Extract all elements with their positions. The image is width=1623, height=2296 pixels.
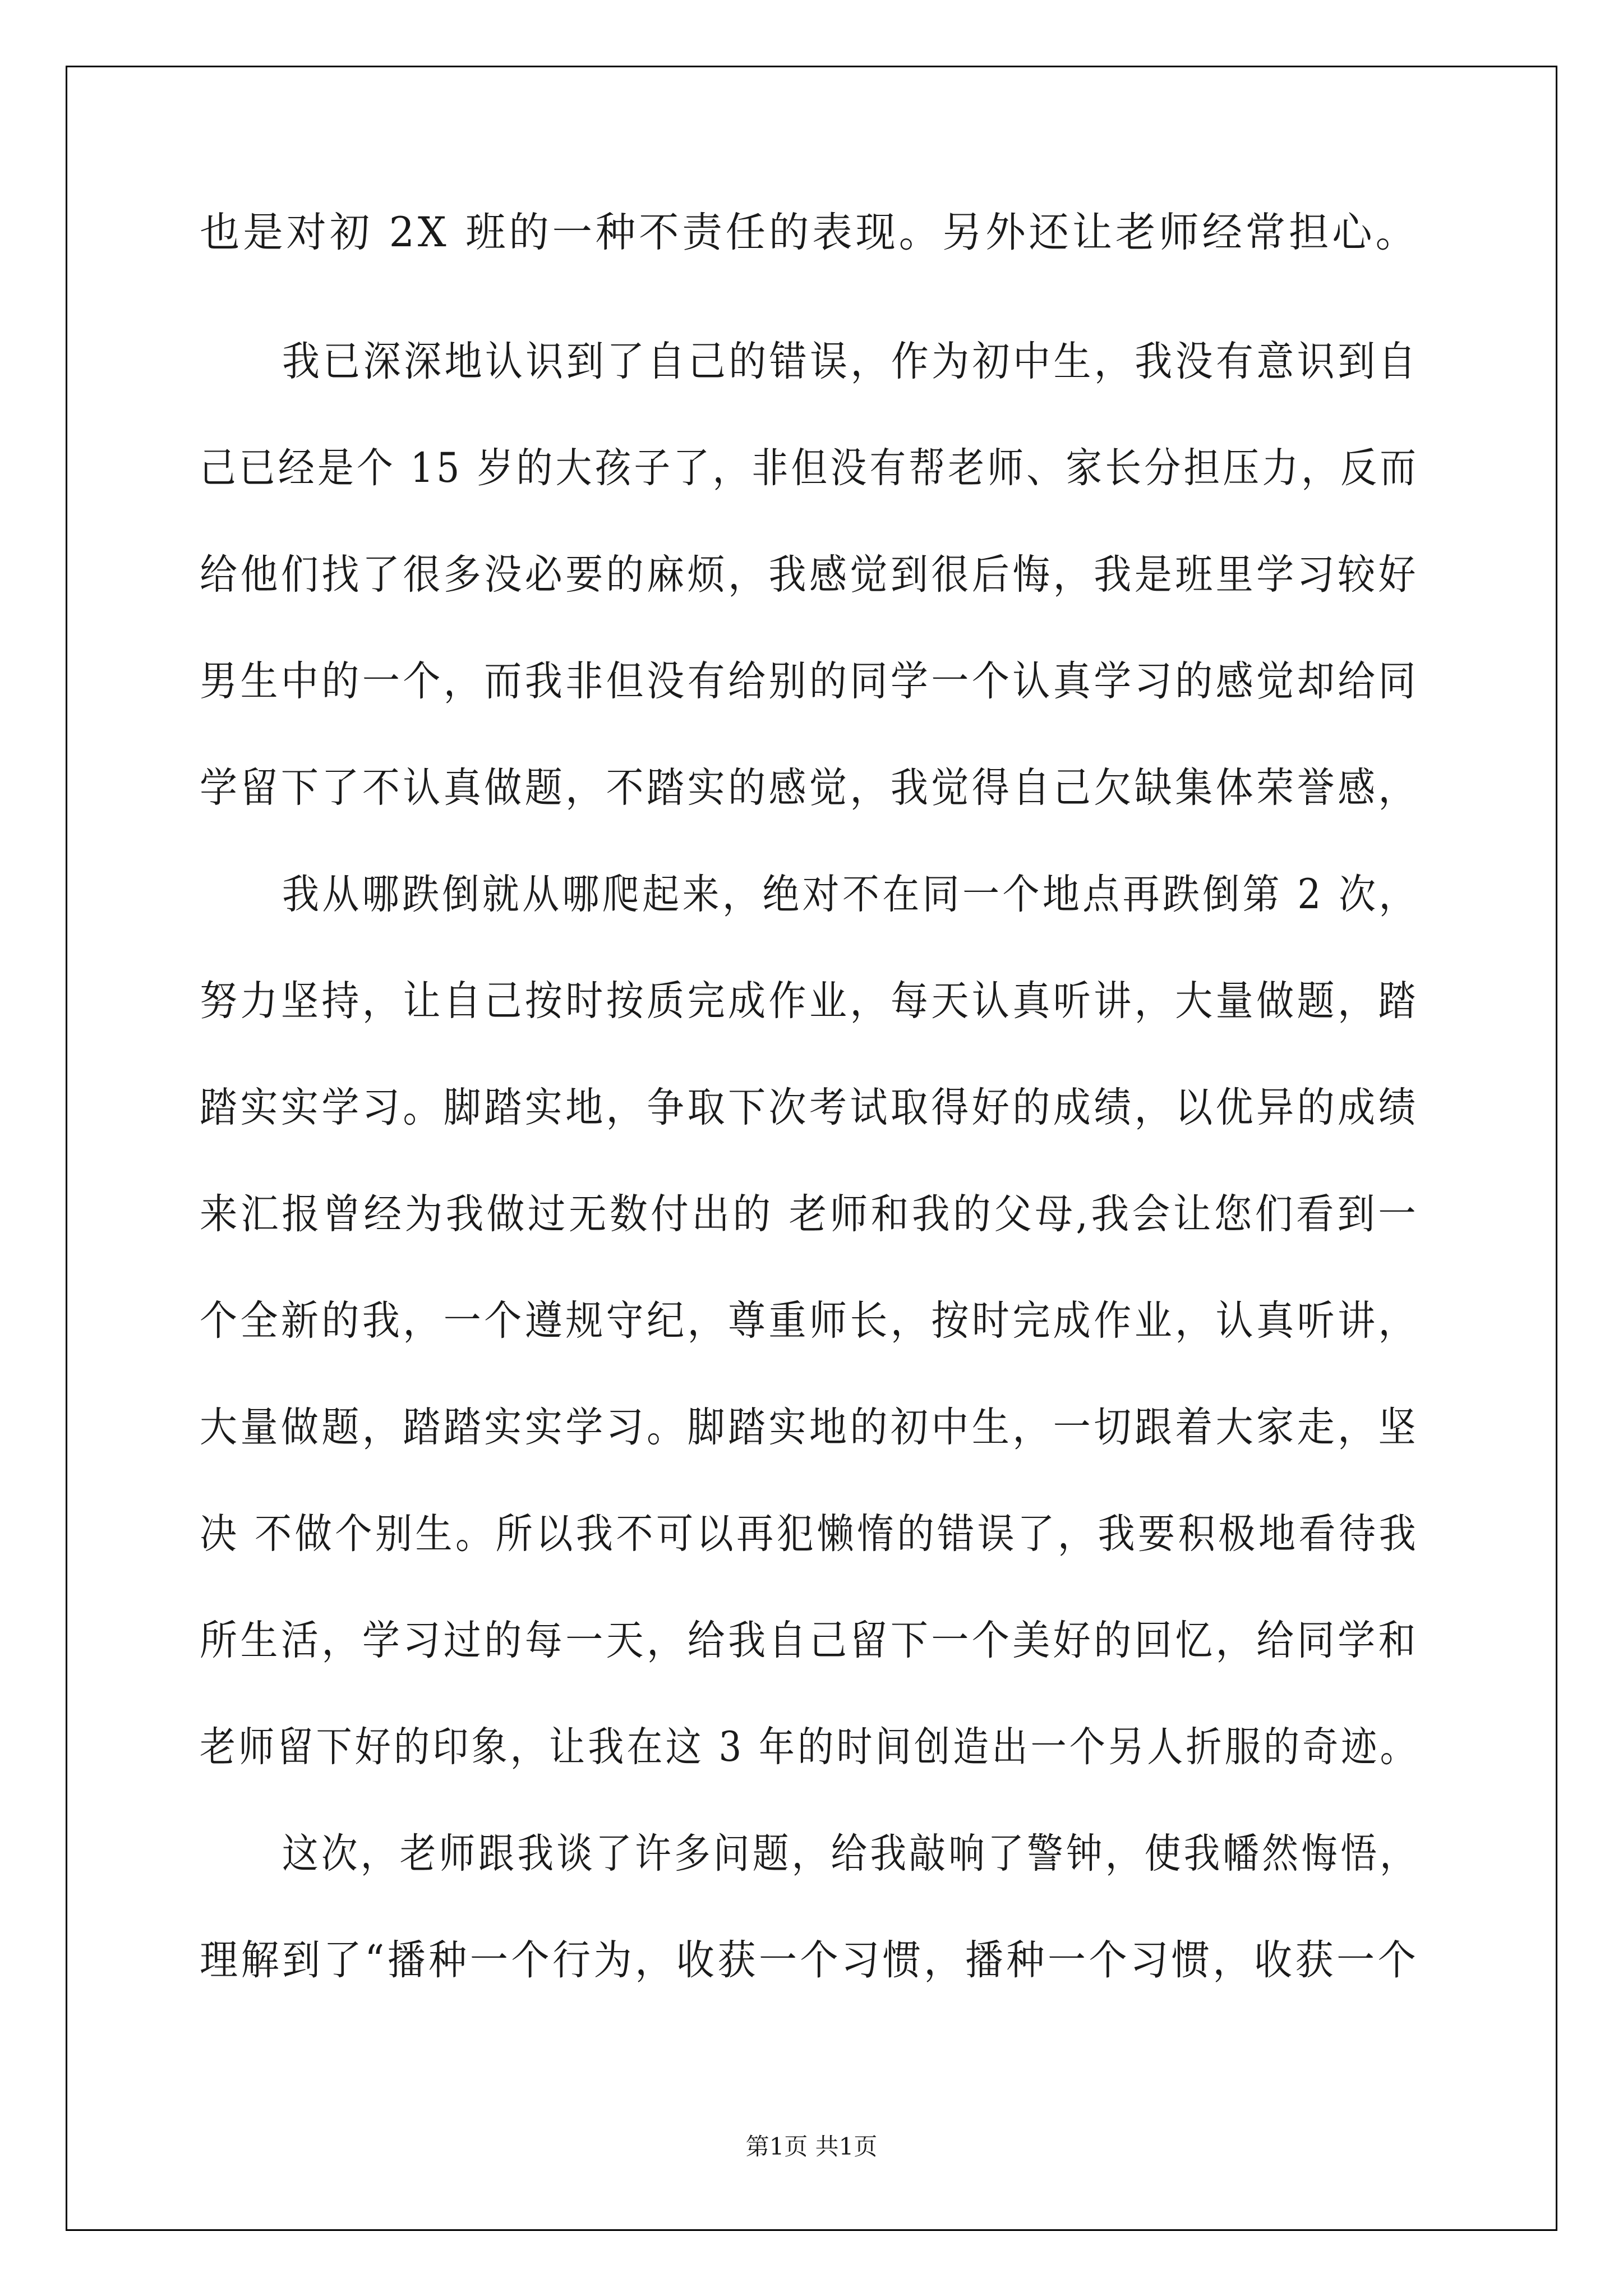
text-line: 理解到了“播种一个行为，收获一个习惯，播种一个习惯，收获一个 — [200, 1936, 1419, 1984]
text-line: 老师留下好的印象，让我在这 3 年的时间创造出一个另人折服的奇迹。 — [200, 1723, 1419, 1771]
text-line: 决 不做个别生。所以我不可以再犯懒惰的错误了，我要积极地看待我 — [200, 1510, 1419, 1558]
page-footer: 第1页 共1页 — [745, 2133, 878, 2160]
text-line: 我已深深地认识到了自己的错误，作为初中生，我没有意识到自 — [282, 338, 1419, 385]
text-line: 也是对初 2X 班的一种不责任的表现。另外还让老师经常担心。 — [200, 209, 1419, 256]
text-line: 学留下了不认真做题，不踏实的感觉，我觉得自己欠缺集体荣誉感， — [200, 764, 1419, 812]
text-line: 踏实实学习。脚踏实地，争取下次考试取得好的成绩，以优异的成绩 — [200, 1084, 1419, 1131]
text-line: 男生中的一个，而我非但没有给别的同学一个认真学习的感觉却给同 — [200, 657, 1419, 705]
text-line: 我从哪跌倒就从哪爬起来，绝对不在同一个地点再跌倒第 2 次， — [282, 871, 1419, 918]
text-line: 给他们找了很多没必要的麻烦，我感觉到很后悔，我是班里学习较好 — [200, 551, 1419, 599]
text-line: 努力坚持，让自己按时按质完成作业，每天认真听讲，大量做题，踏 — [200, 977, 1419, 1025]
text-line: 大量做题，踏踏实实学习。脚踏实地的初中生，一切跟着大家走，坚 — [200, 1404, 1419, 1451]
text-line: 来汇报曾经为我做过无数付出的 老师和我的父母,我会让您们看到一 — [200, 1190, 1419, 1238]
text-line: 这次，老师跟我谈了许多问题，给我敲响了警钟，使我幡然悔悟， — [282, 1830, 1419, 1878]
text-line: 己已经是个 15 岁的大孩子了，非但没有帮老师、家长分担压力，反而 — [200, 444, 1419, 492]
text-line: 所生活，学习过的每一天，给我自己留下一个美好的回忆，给同学和 — [200, 1617, 1419, 1664]
text-line: 个全新的我，一个遵规守纪，尊重师长，按时完成作业，认真听讲， — [200, 1297, 1419, 1345]
